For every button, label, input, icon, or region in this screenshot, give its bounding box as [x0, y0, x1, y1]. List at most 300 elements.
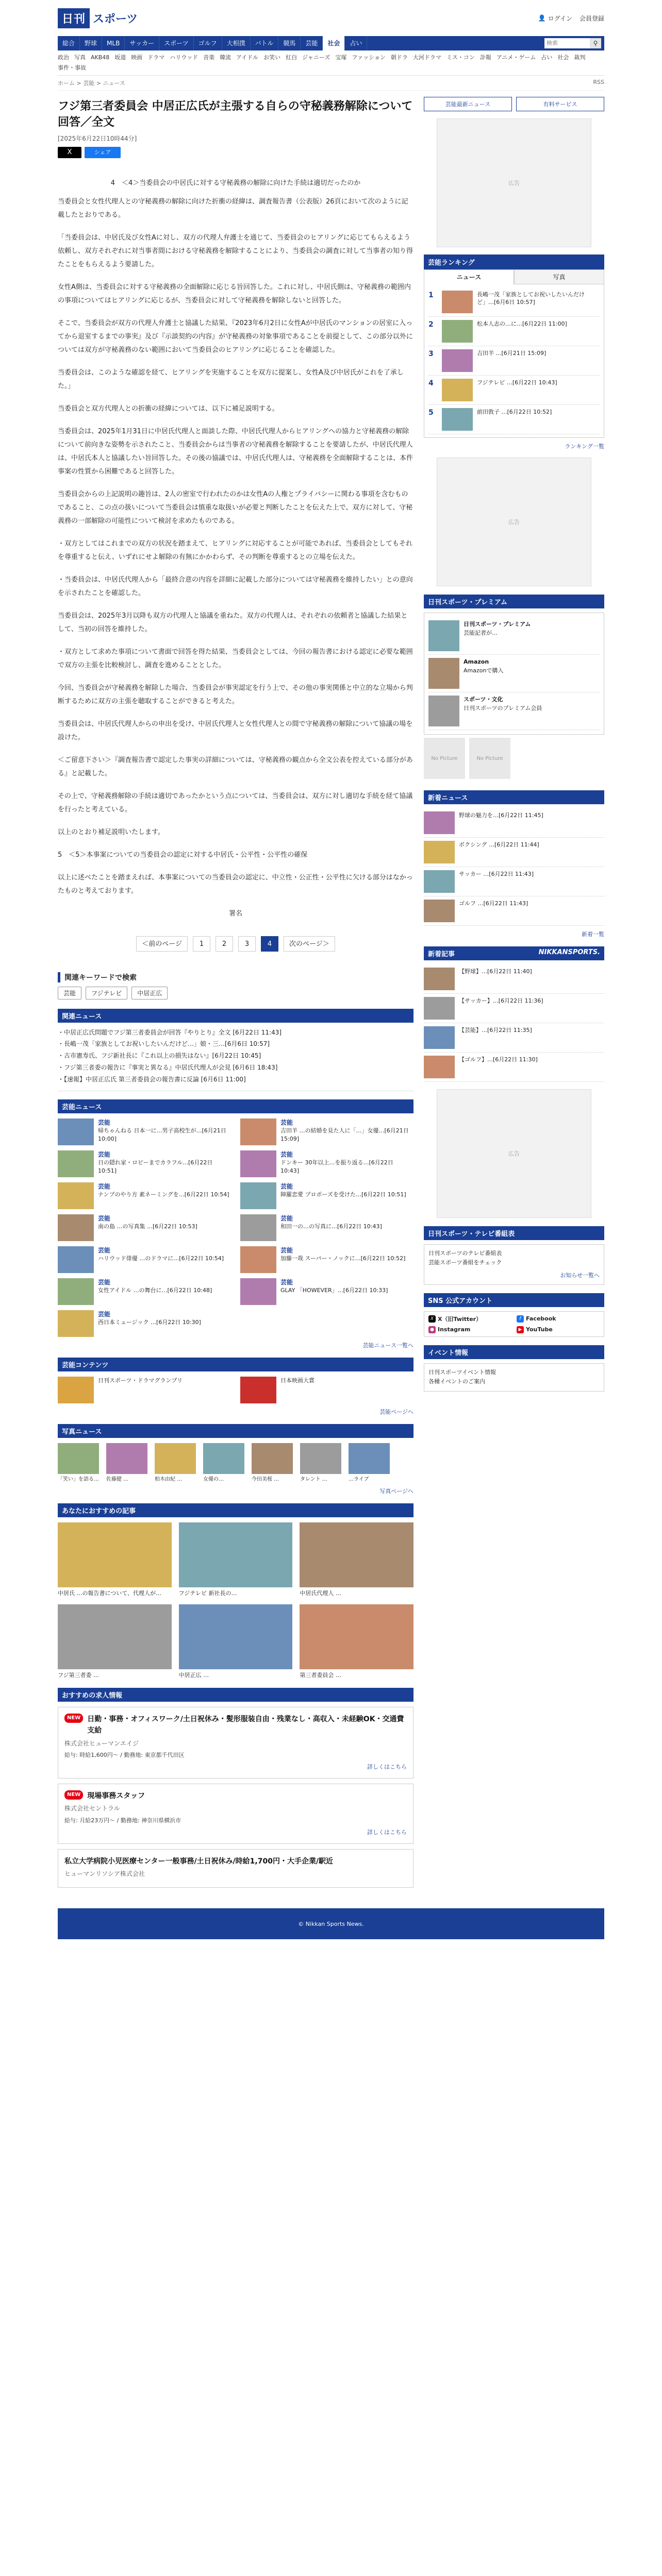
news-card-text	[280, 1246, 405, 1273]
event-title: イベント情報	[424, 1345, 604, 1359]
ranking-item[interactable]	[428, 317, 600, 346]
job-company: ヒューマンリソシア株式会社	[64, 1870, 145, 1878]
recommend-thumbnail	[179, 1522, 293, 1587]
photo-caption: 「笑い」を語る…	[58, 1476, 99, 1482]
article-paragraph: 当委員会は、2025年1月31日に中居氏代理人と面談した際、中居氏代理人からヒアリングへの協力と守秘義務の解除について前向きな姿勢を示されたこと、当委員会からは当事者の守秘義務を解除することを要請したが、中居氏代理人は、中居氏本人と協議したい旨回答した。その後の協議では、中居氏代理人は、守秘義務を全面解除することは、本件事案の性質から困難であると回答した。	[58, 427, 413, 476]
subnav-item[interactable]: 朝ドラ	[390, 54, 408, 61]
job-title	[64, 1856, 407, 1867]
ranking-number: 4	[428, 379, 434, 387]
recommend-thumbnail	[300, 1604, 413, 1669]
nav-item[interactable]: 総合	[58, 36, 80, 50]
content-card[interactable]	[240, 1377, 413, 1403]
job-title	[64, 1790, 407, 1802]
page-link[interactable]: 2	[216, 936, 233, 952]
news-card-text	[98, 1246, 224, 1273]
news-card-text	[280, 1182, 406, 1209]
share-x-button[interactable]: X	[58, 147, 81, 158]
subnav-item[interactable]: 紅白	[286, 54, 297, 61]
news-headline: 吉田羊 …の結婚を見た人に「…」女優…[6月21日 15:09]	[280, 1127, 409, 1142]
news-headline: 女性アイドル …の舞台に…[6月22日 10:48]	[98, 1287, 212, 1294]
contents-title: 芸能コンテンツ	[58, 1358, 413, 1371]
ranking-item[interactable]	[428, 405, 600, 434]
sidebar	[424, 97, 604, 1888]
subnav-item[interactable]: 訃報	[479, 54, 491, 61]
news-headline: ハリウッド俳優 …のドラマに…[6月22日 10:54]	[98, 1255, 224, 1262]
nikkan-item-thumbnail	[424, 1026, 455, 1049]
tv-more-link[interactable]: お知らせ一覧へ	[560, 1272, 600, 1279]
ranking-thumbnail	[442, 349, 473, 372]
sns-instagram-link[interactable]	[428, 1326, 511, 1333]
news-title: 新着ニュース	[424, 790, 604, 804]
ranking-thumbnail	[442, 408, 473, 431]
related-item[interactable]: ・ 長嶋一茂「家族としてお祝いしたいんだけど…」娘・三…[6月6日 10:57]	[58, 1038, 413, 1050]
side-banner-link[interactable]: 芸能最新ニュース	[424, 97, 512, 111]
sns-label: X（旧Twitter）	[438, 1315, 482, 1323]
share-buttons	[58, 147, 413, 158]
premium-name: Amazon	[464, 658, 489, 665]
article-paragraph: そこで、当委員会が双方の代理人弁護士と協議した結果、『2023年6月2日に女性Aが中居氏のマンションの居室に入ってから退室するまでの事実』及び『示談契約の内容』が守秘義務の対象事項であることを前提として、この部分以外については双方が守秘義務のない範囲において当委員会のヒアリングに応じることを確認した。	[58, 319, 413, 354]
next-page-button[interactable]: 次のページ＞	[284, 936, 335, 952]
new-badge: NEW	[64, 1714, 83, 1723]
premium-desc: Amazonで購入	[464, 667, 504, 674]
subnav-item[interactable]: AKB48	[91, 54, 110, 61]
news-card[interactable]	[240, 1278, 413, 1305]
x-icon: X	[428, 1315, 436, 1323]
news-card[interactable]	[58, 1118, 231, 1145]
nikkan-item[interactable]	[424, 964, 604, 994]
page-link[interactable]: 1	[193, 936, 210, 952]
photo-thumbnail	[106, 1443, 147, 1474]
nikkan-title: 新着記事	[428, 951, 455, 958]
premium-item[interactable]	[428, 655, 600, 692]
photo-thumbnail	[203, 1443, 244, 1474]
nikkan-title-bar	[424, 946, 604, 960]
ranking-list	[424, 284, 604, 438]
nav-item[interactable]: MLB	[102, 36, 125, 50]
keyword-tag[interactable]: フジテレビ	[86, 987, 127, 999]
subnav-item[interactable]: ファッション	[352, 54, 386, 61]
premium-text	[464, 658, 503, 689]
main-nav	[58, 36, 604, 50]
news-category: 芸能	[280, 1246, 293, 1254]
photo-card[interactable]	[155, 1443, 196, 1483]
subnav-item[interactable]: 占い	[541, 54, 553, 61]
news-category: 芸能	[98, 1150, 111, 1158]
side-banner-link[interactable]: 有料サービス	[516, 97, 604, 111]
news-thumbnail	[240, 1118, 276, 1145]
job-card[interactable]	[58, 1849, 413, 1888]
photo-caption: タレント …	[300, 1476, 327, 1482]
premium-name: 日刊スポーツ・プレミアム	[464, 621, 531, 628]
no-picture-row	[424, 735, 604, 782]
subnav-item[interactable]: ドラマ	[147, 54, 165, 61]
side-banners	[424, 97, 604, 111]
news-thumbnail	[240, 1246, 276, 1273]
news-card[interactable]	[58, 1214, 231, 1241]
job-company: 株式会社ヒューマンエイジ	[64, 1739, 139, 1747]
nav-item-active[interactable]: 社会	[323, 36, 345, 50]
ranking-number: 3	[428, 350, 434, 358]
article-date: [2025年6月22日10時44分]	[58, 134, 137, 142]
recommend-thumbnail	[58, 1522, 172, 1587]
nikkan-item[interactable]	[424, 1053, 604, 1082]
news-card-text	[98, 1150, 231, 1177]
popular-grid	[58, 1118, 413, 1337]
content-card[interactable]	[58, 1377, 231, 1403]
tv-line: 芸能スポーツ番組をチェック	[428, 1259, 502, 1266]
sns-youtube-link[interactable]	[517, 1326, 600, 1333]
ranking-item[interactable]	[428, 287, 600, 317]
photo-caption: …ライブ	[349, 1476, 369, 1482]
news-category: 芸能	[98, 1118, 111, 1126]
sns-label: Instagram	[438, 1326, 471, 1333]
article-paragraph: 当委員会からの上記説明の趣旨は、2人の密室で行われたのかは女性Aの人権とプライバシーに関わる事項を含むものであること、この点の扱いについて当委員会は慎重な取扱いが必要と判断したことを伝えた上で、双方に対して、守秘義務の一部解除の可能性について検討を求めたものである。	[58, 490, 413, 525]
page-link[interactable]: 3	[238, 936, 256, 952]
nikkan-list	[424, 964, 604, 1082]
job-card[interactable]	[58, 1784, 413, 1844]
ranking-tabs	[424, 269, 604, 284]
no-picture-placeholder[interactable]: No Picture	[469, 738, 510, 779]
photo-card[interactable]	[106, 1443, 147, 1483]
news-thumbnail	[240, 1278, 276, 1305]
news-thumbnail	[58, 1278, 94, 1305]
subnav-item[interactable]: 社会	[557, 54, 569, 61]
ranking-thumbnail	[442, 320, 473, 343]
ranking-more-link[interactable]: ランキング一覧	[565, 443, 604, 450]
tv-title: 日刊スポーツ・テレビ番組表	[424, 1226, 604, 1240]
article-paragraph: 当委員会は、2025年3月以降も双方の代理人と協議を重ねた。双方の代理人は、それぞれの依頼者と協議した結果として、当初の回答を維持した。	[58, 612, 408, 633]
photo-thumbnail	[58, 1443, 99, 1474]
breadcrumb-path[interactable]: ホーム > 芸能 > ニュース	[58, 80, 125, 87]
article-paragraph: 当委員会と女性代理人との守秘義務の解除に向けた折衝の経緯は、調査報告書（公表版）26頁において次のように記載したとおりである。	[58, 197, 408, 219]
article-paragraph: 当委員会は、このような確認を経て、ヒアリングを実施することを双方に提案し、女性A及び中居氏がこれを了承した。」	[58, 368, 404, 390]
ad-slot[interactable]: 広告	[437, 457, 591, 586]
job-meta: 給与: 月給23万円〜 / 勤務地: 神奈川県横浜市	[64, 1817, 181, 1824]
recommend-headline: フジテレビ 新社長の…	[178, 1590, 237, 1597]
news-card[interactable]	[240, 1118, 413, 1145]
recommend-card[interactable]	[179, 1522, 293, 1597]
breadcrumb	[58, 76, 604, 91]
subnav-item[interactable]: 政治	[58, 54, 69, 61]
site-header	[58, 0, 604, 36]
subnav-item[interactable]: 音楽	[203, 54, 215, 61]
recommend-card[interactable]	[300, 1604, 413, 1679]
recommend-card[interactable]	[58, 1522, 172, 1597]
news-card[interactable]	[58, 1310, 231, 1337]
news-card[interactable]	[240, 1150, 413, 1177]
site-logo[interactable]	[58, 8, 138, 28]
sns-x-link[interactable]	[428, 1315, 511, 1323]
news-card-text	[98, 1278, 212, 1305]
pagination	[58, 936, 413, 952]
ranking-headline: 前田敦子 …[6月22日 10:52]	[477, 409, 552, 415]
news-card-text	[280, 1118, 413, 1145]
photo-row	[58, 1443, 413, 1483]
news-category: 芸能	[280, 1214, 293, 1222]
article-paragraph: ・双方としてはこれまでの双方の状況を踏まえて、ヒアリングに対応することが可能であれば、当委員会としてもそれを尊重すると伝え、いずれにせよ解除の有無にかかわらず、その判断を尊重するとの立場を伝えた。	[58, 539, 412, 561]
article-paragraph: 以上のとおり補足説明いたします。	[58, 828, 164, 836]
article-title: フジ第三者委員会 中居正広氏が主張する自らの守秘義務解除について回答／全文	[58, 100, 413, 129]
job-meta: 給与: 時給1,600円〜 / 勤務地: 東京都千代田区	[64, 1751, 185, 1758]
copyright: © Nikkan Sports News.	[298, 1920, 364, 1927]
news-category: 芸能	[98, 1214, 111, 1222]
job-list	[58, 1707, 413, 1888]
subnav-item[interactable]: 映画	[131, 54, 143, 61]
content-thumbnail	[240, 1377, 276, 1403]
nikkan-item-thumbnail	[424, 968, 455, 990]
subnav-item[interactable]: 韓流	[220, 54, 231, 61]
main-column	[58, 97, 413, 1888]
youtube-icon: ▶	[517, 1326, 524, 1333]
recommend-card[interactable]	[58, 1604, 172, 1679]
ad-slot[interactable]: 広告	[437, 1089, 591, 1218]
popular-more-link[interactable]: 芸能ニュース一覧へ	[362, 1342, 413, 1349]
closing-text: 以上に述べたことを踏まえれば、本事案についての当委員会の認定に、中立性・公正性・公平性に欠ける部分はなかったものと考えております。	[58, 873, 413, 895]
sns-facebook-link[interactable]	[517, 1315, 600, 1323]
news-category: 芸能	[280, 1278, 293, 1286]
premium-item[interactable]	[428, 617, 600, 655]
news-card-text	[280, 1214, 382, 1241]
recommend-headline: 中居氏代理人 …	[300, 1590, 341, 1597]
content-card-label: 日刊スポーツ・ドラマグランプリ	[98, 1377, 183, 1384]
news-headline: 日の隠れ家・ロビーまでカラフル…[6月22日 10:51]	[98, 1159, 213, 1174]
photo-card[interactable]	[349, 1443, 390, 1483]
register-link[interactable]: 会員登録	[579, 14, 604, 22]
news-list	[424, 808, 604, 926]
related-list	[58, 1027, 413, 1091]
news-card[interactable]	[58, 1246, 231, 1273]
news-category: 芸能	[280, 1150, 293, 1158]
section-note: 5 ＜5＞本事案についての当委員会の認定に対する中居氏・公平性・公平性の確保	[58, 851, 308, 859]
news-category: 芸能	[280, 1118, 293, 1126]
subnav-item[interactable]: アニメ・ゲーム	[496, 54, 536, 61]
news-more-link[interactable]: 新着一覧	[582, 931, 604, 938]
news-card-text	[98, 1214, 197, 1241]
no-picture-placeholder[interactable]: No Picture	[424, 738, 465, 779]
recommend-card[interactable]	[300, 1522, 413, 1597]
news-item[interactable]	[424, 896, 604, 926]
news-item-thumbnail	[424, 870, 455, 893]
content-thumbnail	[58, 1377, 94, 1403]
tab-photos[interactable]: 写真	[514, 269, 604, 284]
job-detail-link[interactable]: 詳しくはこちら	[367, 1829, 407, 1836]
photo-card[interactable]	[58, 1443, 99, 1483]
page-link-current[interactable]: 4	[261, 936, 278, 952]
premium-thumbnail	[428, 696, 459, 726]
subnav-item[interactable]: ジャニーズ	[302, 54, 330, 61]
job-title-text: 現場事務スタッフ	[87, 1792, 145, 1801]
news-card-text	[98, 1118, 231, 1145]
related-item[interactable]: ・ 古市憲寿氏、フジ新社長に『これ以上の損失はない』[6月22日 10:45]	[58, 1050, 413, 1062]
keywords-title: 関連キーワードで検索	[58, 972, 413, 982]
nav-item[interactable]: 占い	[345, 36, 367, 50]
nav-item[interactable]: サッカー	[125, 36, 159, 50]
subnav-item[interactable]: 宝塚	[335, 54, 347, 61]
recommend-thumbnail	[300, 1522, 413, 1587]
ranking-title: 芸能ランキング	[424, 255, 604, 269]
news-headline: 加藤一哉 スーパー・ノックに…[6月22日 10:52]	[280, 1255, 406, 1262]
nikkan-item-headline: 【芸能】…[6月22日 11:35]	[459, 1027, 532, 1033]
recommend-headline: 第三者委員会 …	[300, 1672, 341, 1679]
nikkan-item-headline: 【ゴルフ】…[6月22日 11:30]	[459, 1056, 538, 1063]
tab-news[interactable]: ニュース	[424, 269, 514, 284]
ranking-item[interactable]	[428, 376, 600, 405]
news-thumbnail	[58, 1246, 94, 1273]
photo-card[interactable]	[252, 1443, 293, 1483]
ranking-headline: フジテレビ …[6月22日 10:43]	[477, 379, 557, 386]
subnav-item[interactable]: 大河ドラマ	[412, 54, 441, 61]
login-link[interactable]	[538, 14, 572, 23]
subnav-item[interactable]: アイドル	[236, 54, 259, 61]
user-icon: 👤	[538, 14, 546, 22]
premium-thumbnail	[428, 658, 459, 689]
premium-text	[464, 620, 531, 651]
login-link-label: ログイン	[548, 14, 572, 22]
search-icon[interactable]: ⚲	[590, 38, 601, 48]
recommend-headline: フジ第三者委 …	[58, 1672, 100, 1679]
subnav-item[interactable]: 事件・事故	[58, 64, 86, 71]
news-headline: 南の島 …の写真集 …[6月22日 10:53]	[98, 1223, 197, 1230]
related-item[interactable]: ・ フジ第三者委の報告に『事実と異なる』中居氏代理人が会見 [6月6日 18:43]	[58, 1062, 413, 1074]
nikkan-item[interactable]	[424, 1023, 604, 1053]
news-category: 芸能	[98, 1182, 111, 1190]
job-detail-link[interactable]: 詳しくはこちら	[367, 1764, 407, 1771]
contents-more-link[interactable]: 芸能ページへ	[379, 1408, 413, 1415]
jobs-title: おすすめの求人情報	[58, 1688, 413, 1702]
section-heading: 4 ＜4＞当委員会の中居氏に対する守秘義務の解除に向けた手続は適切だったのか	[110, 179, 361, 187]
recommend-grid	[58, 1522, 413, 1680]
news-card[interactable]	[240, 1182, 413, 1209]
photo-thumbnail	[349, 1443, 390, 1474]
nav-item[interactable]: スポーツ	[159, 36, 194, 50]
news-headline: 帰ちゃんねる 日本一に…男子高校生が…[6月21日 10:00]	[98, 1127, 226, 1142]
article-paragraph: ＜ご留意下さい＞『調査報告書で認定した事実の詳細については、守秘義務の観点から全文公表を控えている部分がある』と記載した。	[58, 756, 413, 777]
prev-page-button[interactable]: ＜前のページ	[136, 936, 188, 952]
news-card-text	[280, 1278, 388, 1305]
article-paragraph: 「当委員会は、中居氏及び女性Aに対し、双方の代理人弁護士を通じて、当委員会のヒアリングに応じてもらえるよう依頼し、双方それぞれに対当事者間における守秘義務を解除することにより、当委員会の調査に対して当事者の知り得たことをもらえるよう要請した。	[58, 233, 413, 268]
sns-label: YouTube	[526, 1326, 553, 1333]
nav-item[interactable]: 競馬	[278, 36, 301, 50]
news-item-headline: ゴルフ …[6月22日 11:43]	[459, 900, 528, 907]
instagram-icon: ●	[428, 1326, 436, 1333]
news-card[interactable]	[58, 1150, 231, 1177]
new-badge: NEW	[64, 1790, 83, 1800]
event-line[interactable]: 各種イベントのご案内	[428, 1378, 485, 1385]
job-title-text: 私立大学病院小児医療センター一般事務/土日祝休み/時給1,700円・大手企業/駅近	[64, 1857, 334, 1866]
share-facebook-button[interactable]: シェア	[85, 147, 121, 158]
logo-main: 日刊	[58, 8, 90, 28]
news-item-headline: ボクシング …[6月22日 11:44]	[459, 841, 539, 848]
news-item-headline: サッカー …[6月22日 11:43]	[459, 871, 534, 877]
ad-slot[interactable]: 広告	[437, 118, 591, 247]
ranking-headline: 松本人志の…に…[6月22日 11:00]	[477, 320, 567, 327]
rss-link[interactable]: RSS	[593, 79, 604, 86]
nav-item[interactable]: ゴルフ	[194, 36, 222, 50]
keyword-tag[interactable]: 芸能	[58, 987, 81, 999]
photo-card[interactable]	[300, 1443, 341, 1483]
recommend-thumbnail	[179, 1604, 293, 1669]
news-headline: 和田一の…の写真に…[6月22日 10:43]	[280, 1223, 382, 1230]
news-item-headline: 野球の魅力を…[6月22日 11:45]	[459, 812, 543, 819]
ranking-headline: 長嶋一茂「家族としてお祝いしたいんだけど」…[6月6日 10:57]	[477, 291, 585, 306]
photo-card[interactable]	[203, 1443, 244, 1483]
related-title: 関連ニュース	[58, 1009, 413, 1023]
news-card[interactable]	[240, 1214, 413, 1241]
keyword-tag[interactable]: 中居正広	[131, 987, 168, 999]
news-thumbnail	[240, 1214, 276, 1241]
subnav-item[interactable]: ミス・コン	[446, 54, 475, 61]
search-input[interactable]	[544, 39, 590, 48]
news-headline: ナンプのやり方 素ネーミングを…[6月22日 10:54]	[98, 1191, 229, 1198]
nikkan-item-headline: 【サッカー】…[6月22日 11:36]	[459, 997, 543, 1004]
subnav-item[interactable]: 写真	[74, 54, 86, 61]
nikkan-item[interactable]	[424, 994, 604, 1023]
event-line[interactable]: 日刊スポーツイベント情報	[428, 1368, 496, 1376]
news-thumbnail	[58, 1310, 94, 1337]
contents-grid	[58, 1377, 413, 1403]
news-card-text	[280, 1150, 413, 1177]
premium-item[interactable]	[428, 692, 600, 730]
related-item[interactable]: ・ 【速報】中居正広氏 第三者委員会の報告書に反論 [6月6日 11:00]	[58, 1074, 413, 1086]
event-box	[424, 1363, 604, 1392]
related-item[interactable]: ・ 中居正広氏問題でフジ第三者委員会が回答『やりとり』全文 [6月22日 11:43]	[58, 1027, 413, 1039]
recommend-card[interactable]	[179, 1604, 293, 1679]
news-item[interactable]	[424, 808, 604, 838]
news-item[interactable]	[424, 867, 604, 896]
ranking-item[interactable]	[428, 346, 600, 376]
subnav-item[interactable]: 坂道	[114, 54, 126, 61]
job-title-text: 日勤・事務・オフィスワーク/土日祝休み・髪形服装自由・残業なし・高収入・未経験OK・交通費支給	[87, 1715, 404, 1735]
subnav-item[interactable]: 裁判	[574, 54, 586, 61]
subnav-item[interactable]: ハリウッド	[170, 54, 198, 61]
content-layout	[58, 97, 604, 1888]
photo-caption: 今田美桜 …	[252, 1476, 279, 1482]
news-item[interactable]	[424, 838, 604, 867]
news-card[interactable]	[58, 1182, 231, 1209]
photos-more-link[interactable]: 写真ページへ	[379, 1488, 413, 1495]
ranking-number: 5	[428, 409, 434, 417]
recommend-title: あなたにおすすめの記事	[58, 1503, 413, 1517]
nikkan-brand: NIKKANSPORTS.	[538, 948, 600, 956]
news-card[interactable]	[58, 1278, 231, 1305]
content-card-label: 日本映画大賞	[280, 1377, 315, 1384]
photo-caption: 佐藤健 …	[106, 1476, 129, 1482]
nav-item[interactable]: 芸能	[301, 36, 323, 50]
nikkan-item-thumbnail	[424, 997, 455, 1020]
subnav-item[interactable]: お笑い	[263, 54, 281, 61]
logo-sub: スポーツ	[93, 12, 138, 26]
ranking-number: 2	[428, 320, 434, 329]
nav-item[interactable]: 野球	[80, 36, 102, 50]
sns-label: Facebook	[526, 1315, 556, 1323]
news-thumbnail	[240, 1150, 276, 1177]
sns-grid	[424, 1311, 604, 1337]
job-card[interactable]	[58, 1707, 413, 1778]
recommend-headline: 中居正広 …	[178, 1672, 209, 1679]
facebook-icon: f	[517, 1315, 524, 1323]
news-category: 芸能	[280, 1182, 293, 1190]
page-container	[58, 0, 604, 1939]
news-thumbnail	[58, 1150, 94, 1177]
nav-item[interactable]: 大相撲	[222, 36, 251, 50]
premium-desc: 日刊スポーツのプレミアム会員	[464, 704, 542, 711]
news-card-text	[98, 1310, 201, 1337]
news-headline: 陣羅恋愛 プロポーズを受けた…[6月22日 10:51]	[280, 1191, 406, 1198]
news-headline: 西日本ミュージック …[6月22日 10:30]	[98, 1319, 201, 1326]
news-card[interactable]	[240, 1246, 413, 1273]
news-card-text	[98, 1182, 229, 1209]
nav-item[interactable]: バトル	[251, 36, 279, 50]
